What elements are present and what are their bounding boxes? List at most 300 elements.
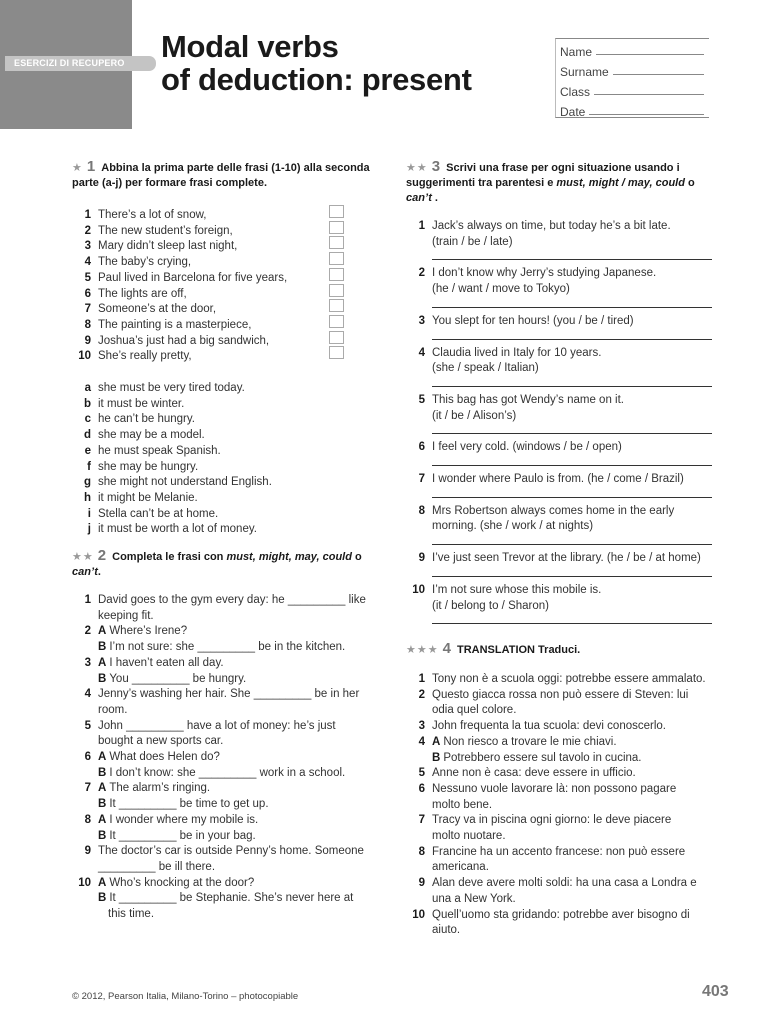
list-item (72, 860, 384, 876)
item-text (98, 813, 384, 829)
list-item (406, 361, 712, 377)
item-text: (it / be / Alison’s) (432, 409, 517, 422)
item-text: morning. (she / work / at nights) (432, 520, 594, 533)
line-text: this time. (108, 908, 155, 921)
answer-line[interactable] (432, 535, 712, 545)
option-text: she may be a model. (98, 429, 205, 442)
item-text (432, 751, 712, 767)
line-text: I don’t know: she _________ work in a school. (109, 766, 346, 779)
item-number: 10 (412, 583, 425, 596)
line-text: Alan deve avere molti soldi: ha una casa a Londra e (432, 877, 697, 890)
speaker-label: A (98, 813, 107, 826)
list-item (72, 609, 384, 625)
option-text: it must be winter. (98, 397, 185, 410)
list-item (406, 672, 712, 688)
list-item (406, 219, 712, 235)
item-number (72, 609, 98, 625)
title-line-2: of deduction: present (161, 62, 472, 97)
exercise-2 (72, 548, 384, 923)
item-text (98, 907, 384, 923)
item-text (432, 813, 712, 829)
item-text (98, 734, 384, 750)
item-number (72, 640, 98, 656)
item-text (98, 829, 384, 845)
list-item (406, 703, 712, 719)
item-number: 4 (84, 688, 91, 701)
item-number: 2 (418, 688, 425, 701)
list-item (72, 703, 384, 719)
item-number (406, 829, 432, 845)
line-text: It _________ be time to get up. (109, 798, 269, 811)
item-number: 6 (418, 782, 425, 795)
item-text (98, 687, 384, 703)
item-number (406, 798, 432, 814)
option-item (72, 381, 384, 397)
list-item (72, 734, 384, 750)
option-letter: b (83, 397, 91, 410)
item-number (406, 923, 432, 939)
answer-box[interactable] (329, 315, 344, 328)
list-item (406, 440, 712, 456)
item-text (432, 923, 712, 939)
line-text: Anne non è casa: deve essere in ufficio. (432, 767, 636, 780)
item-text: Claudia lived in Italy for 10 years. (432, 346, 602, 359)
item-number: 7 (418, 473, 425, 486)
item-text (98, 672, 384, 688)
item-text (98, 766, 384, 782)
line-text: americana. (432, 861, 489, 874)
item-text (98, 640, 384, 656)
item-number: 9 (418, 552, 425, 565)
item-number: 3 (418, 314, 425, 327)
list-item (406, 860, 712, 876)
answer-line[interactable] (432, 424, 712, 434)
item-text: The new student’s foreign, (98, 224, 233, 237)
item-number: 8 (84, 813, 91, 826)
list-item (72, 687, 384, 703)
item-text (432, 703, 712, 719)
line-text: Quell’uomo sta gridando: potrebbe aver bisogno di (432, 908, 690, 921)
item-number (72, 734, 98, 750)
answer-box[interactable] (329, 252, 344, 265)
option-letter: g (83, 476, 91, 489)
item-text (432, 829, 712, 845)
list-item (72, 876, 384, 892)
speaker-label: B (98, 798, 107, 811)
item-number: 10 (78, 876, 91, 889)
option-text: he can’t be hungry. (98, 413, 195, 426)
list-item (72, 624, 384, 640)
item-number (406, 409, 432, 425)
item-text (432, 845, 712, 861)
line-text: molto nuotare. (432, 830, 506, 843)
answer-box[interactable] (329, 331, 344, 344)
item-text (432, 892, 712, 908)
item-text: The baby’s crying, (98, 256, 192, 269)
option-text: it might be Melanie. (98, 491, 198, 504)
item-text (98, 609, 384, 625)
item-text (432, 798, 712, 814)
item-text (98, 797, 384, 813)
answer-line[interactable] (432, 298, 712, 308)
item-text: (train / be / late) (432, 235, 513, 248)
item-text: (she / speak / Italian) (432, 362, 539, 375)
exercise-3-heading: ★★ 3 Scrivi una frase per ogni situazione usando i suggerimenti tra parentesi e must, might / may, could o can’t . (406, 158, 695, 204)
list-item (406, 735, 712, 751)
item-number (406, 860, 432, 876)
item-text: Joshua’s just had a big sandwich, (98, 334, 270, 347)
item-number (406, 892, 432, 908)
list-item (406, 845, 712, 861)
list-item (406, 829, 712, 845)
option-letter: j (87, 523, 91, 536)
line-text: John _________ have a lot of money: he’s just (98, 719, 336, 732)
line-text: It _________ be Stephanie. She’s never here at (109, 892, 354, 905)
item-text (432, 908, 712, 924)
item-text: I wonder where Paulo is from. (he / come / Brazil) (432, 473, 684, 486)
item-number: 9 (84, 334, 91, 347)
list-item (406, 908, 712, 924)
option-item (72, 522, 384, 538)
item-text: Mrs Robertson always comes home in the early (432, 504, 675, 517)
line-text: The doctor’s car is outside Penny’s home. Someone (98, 845, 364, 858)
item-text (98, 891, 384, 907)
item-number (406, 703, 432, 719)
list-item (72, 640, 384, 656)
line-text: bought a new sports car. (98, 735, 224, 748)
item-number (72, 829, 98, 845)
option-text: he must speak Spanish. (98, 444, 221, 457)
line-text: John frequenta la tua scuola: devi conoscerlo. (432, 720, 666, 733)
item-text: I don’t know why Jerry’s studying Japanese. (432, 267, 657, 280)
option-letter: f (87, 460, 91, 473)
item-text: Someone’s at the door, (98, 303, 217, 316)
line-text: David goes to the gym every day: he _________ like (98, 594, 366, 606)
list-item (406, 266, 712, 282)
item-number: 1 (418, 220, 425, 232)
item-number: 5 (84, 271, 91, 284)
exercise-4-heading: ★★★ 4 TRANSLATION Traduci. (406, 640, 581, 657)
item-text (98, 719, 384, 735)
line-text: Where’s Irene? (109, 625, 188, 638)
item-number (406, 282, 432, 298)
page-title (161, 30, 472, 96)
exercise-4 (406, 641, 712, 939)
item-text (98, 656, 384, 672)
item-number: 9 (84, 845, 91, 858)
line-text: aiuto. (432, 924, 461, 937)
list-item (406, 235, 712, 251)
answer-box[interactable] (329, 221, 344, 234)
item-text (98, 593, 384, 609)
exercise-3 (406, 159, 712, 630)
item-text: You slept for ten hours! (you / be / tired) (432, 314, 634, 327)
line-text: Questo giacca rossa non può essere di Steven: lui (432, 688, 689, 701)
list-item (72, 719, 384, 735)
answer-line[interactable] (432, 456, 712, 466)
item-number: 3 (418, 720, 425, 733)
list-item (72, 656, 384, 672)
item-number: 2 (84, 224, 91, 237)
list-item (72, 593, 384, 609)
speaker-label: A (98, 751, 107, 764)
list-item (406, 766, 712, 782)
student-info-box (555, 38, 709, 118)
section-tag: ESERCIZI DI RECUPERO (5, 56, 156, 71)
list-item (406, 504, 712, 520)
speaker-label: B (98, 672, 107, 685)
name-field[interactable]: Name (556, 39, 709, 59)
list-item (72, 829, 384, 845)
item-text: She’s really pretty, (98, 350, 192, 363)
list-item (406, 583, 712, 599)
speaker-label: A (98, 656, 107, 669)
item-number: 3 (84, 240, 91, 253)
item-number: 8 (84, 318, 91, 331)
speaker-label: A (98, 876, 107, 889)
line-text: I wonder where my mobile is. (109, 813, 259, 826)
line-text: Tony non è a scuola oggi: potrebbe essere ammalato. (432, 673, 706, 685)
option-letter: i (87, 507, 91, 520)
copyright: © 2012, Pearson Italia, Milano-Torino – photocopiable (72, 991, 299, 1002)
item-number: 6 (84, 287, 91, 300)
item-text (98, 703, 384, 719)
line-text: Non riesco a trovare le mie chiavi. (443, 735, 617, 748)
item-text (98, 860, 384, 876)
line-text: I’m not sure: she _________ be in the kitchen. (109, 641, 346, 654)
item-text: This bag has got Wendy’s name on it. (432, 393, 624, 406)
option-letter: c (84, 413, 91, 426)
item-number: 7 (418, 814, 425, 827)
class-field[interactable]: Class (556, 79, 709, 99)
item-number: 1 (84, 209, 91, 221)
answer-line[interactable] (432, 377, 712, 387)
item-text (432, 735, 712, 751)
item-number: 8 (418, 504, 425, 517)
option-item (72, 428, 384, 444)
answer-box[interactable] (329, 236, 344, 249)
speaker-label: A (432, 735, 441, 748)
surname-field[interactable]: Surname (556, 59, 709, 79)
line-text: Jenny’s washing her hair. She _________ be in her (98, 688, 360, 701)
item-text (432, 876, 712, 892)
exercise-1-heading: ★ 1 Abbina la prima parte delle frasi (1-10) alla seconda parte (a-j) per formare frasi complete. (72, 158, 370, 189)
line-text: It _________ be in your bag. (109, 829, 256, 842)
item-number (72, 907, 98, 923)
item-number: 10 (412, 908, 425, 921)
item-number: 7 (84, 303, 91, 316)
item-number: 4 (84, 256, 91, 269)
list-item (72, 672, 384, 688)
option-item (72, 412, 384, 428)
exercise-2-list (72, 593, 384, 923)
list-item (406, 472, 712, 488)
answer-line[interactable] (432, 330, 712, 340)
line-text: The alarm’s ringing. (109, 782, 211, 795)
list-item (72, 781, 384, 797)
option-text: it must be worth a lot of money. (98, 523, 257, 536)
item-number: 2 (84, 625, 91, 638)
item-number: 7 (84, 782, 91, 795)
speaker-label: B (98, 641, 107, 654)
item-number (406, 361, 432, 377)
answer-box[interactable] (329, 284, 344, 297)
speaker-label: B (98, 766, 107, 779)
option-text: she must be very tired today. (98, 382, 245, 395)
item-number: 6 (84, 751, 91, 764)
page-number: 403 (702, 983, 729, 1000)
answer-box[interactable] (329, 205, 344, 218)
answer-box[interactable] (329, 299, 344, 312)
item-number: 4 (418, 735, 425, 748)
list-item (406, 923, 712, 939)
answer-line[interactable] (432, 250, 712, 260)
item-text: There’s a lot of snow, (98, 209, 207, 221)
exercise-4-list (406, 672, 712, 939)
list-item (406, 813, 712, 829)
speaker-label: A (98, 625, 107, 638)
list-item (72, 766, 384, 782)
line-text: Potrebbero essere sul tavolo in cucina. (443, 751, 642, 764)
line-text: Tracy va in piscina ogni giorno: le deve piacere (432, 814, 672, 827)
list-item (72, 797, 384, 813)
list-item (406, 393, 712, 409)
answer-box[interactable] (329, 346, 344, 359)
option-text: Stella can’t be at home. (98, 507, 219, 520)
list-item (72, 891, 384, 907)
list-item (406, 719, 712, 735)
item-number (72, 860, 98, 876)
item-text (432, 719, 712, 735)
item-text (432, 766, 712, 782)
item-number: 6 (418, 441, 425, 454)
item-number: 10 (78, 350, 91, 363)
option-text: she may be hungry. (98, 460, 199, 473)
answer-box[interactable] (329, 268, 344, 281)
list-item (406, 798, 712, 814)
item-number (406, 599, 432, 615)
exercise-3-list (406, 219, 712, 624)
line-text: What does Helen do? (109, 751, 220, 764)
list-item (406, 282, 712, 298)
list-item (406, 519, 712, 535)
option-item (72, 507, 384, 523)
item-text (432, 860, 712, 876)
item-text: Mary didn’t sleep last night, (98, 240, 238, 253)
option-item (72, 397, 384, 413)
option-letter: a (84, 382, 91, 395)
list-item (406, 599, 712, 615)
list-item (406, 409, 712, 425)
answer-line[interactable] (432, 614, 712, 624)
list-item (406, 346, 712, 362)
item-text: I’ve just seen Trevor at the library. (he / be / at home) (432, 552, 701, 565)
list-item (72, 813, 384, 829)
item-text (432, 782, 712, 798)
item-number: 5 (418, 767, 425, 780)
speaker-label: B (98, 892, 107, 905)
item-number: 3 (84, 656, 91, 669)
list-item (406, 782, 712, 798)
list-item (72, 907, 384, 923)
list-item (406, 876, 712, 892)
option-item (72, 491, 384, 507)
item-number: 5 (84, 719, 91, 732)
exercise-1-options (72, 381, 384, 538)
list-item (406, 688, 712, 704)
list-item (406, 551, 712, 567)
item-number (72, 766, 98, 782)
title-line-1: Modal verbs (161, 29, 339, 64)
option-letter: d (83, 429, 91, 442)
list-item (406, 892, 712, 908)
item-number: 2 (418, 267, 425, 280)
list-item (406, 314, 712, 330)
item-number: 9 (418, 877, 425, 890)
option-item (72, 475, 384, 491)
item-number (406, 519, 432, 535)
item-number: 5 (418, 393, 425, 406)
speaker-label: B (98, 829, 107, 842)
item-text (98, 844, 384, 860)
line-text: Francine ha un accento francese: non può essere (432, 845, 686, 858)
item-text (98, 750, 384, 766)
item-number: 1 (84, 594, 91, 606)
item-number: 4 (418, 346, 425, 359)
line-text: una a New York. (432, 892, 516, 905)
item-text (98, 781, 384, 797)
item-number (72, 703, 98, 719)
list-item (72, 844, 384, 860)
option-letter: h (83, 491, 91, 504)
line-text: Who’s knocking at the door? (109, 876, 255, 889)
line-text: molto bene. (432, 798, 493, 811)
item-number (406, 235, 432, 251)
line-text: odia quel colore. (432, 704, 517, 717)
date-field[interactable]: Date (556, 99, 709, 119)
item-text (98, 624, 384, 640)
line-text: room. (98, 703, 128, 716)
answer-line[interactable] (432, 567, 712, 577)
item-number (72, 672, 98, 688)
speaker-label: A (98, 782, 107, 795)
line-text: You _________ be hungry. (109, 672, 247, 685)
item-text: The lights are off, (98, 287, 187, 300)
line-text: I haven’t eaten all day. (109, 656, 224, 669)
item-number (72, 891, 98, 907)
list-item (406, 751, 712, 767)
line-text: _________ be ill there. (98, 860, 216, 873)
item-text (98, 876, 384, 892)
item-text: I’m not sure whose this mobile is. (432, 583, 602, 596)
list-item (72, 750, 384, 766)
item-number: 8 (418, 845, 425, 858)
line-text: keeping fit. (98, 609, 154, 622)
option-letter: e (84, 444, 91, 457)
answer-line[interactable] (432, 488, 712, 498)
item-number (72, 797, 98, 813)
line-text: Nessuno vuole lavorare là: non possono pagare (432, 782, 677, 795)
item-text: The painting is a masterpiece, (98, 318, 252, 331)
item-text: (it / belong to / Sharon) (432, 599, 549, 612)
option-text: she might not understand English. (98, 476, 272, 489)
item-text: Paul lived in Barcelona for five years, (98, 271, 288, 284)
item-text: Jack’s always on time, but today he’s a bit late. (432, 220, 671, 232)
item-text: (he / want / move to Tokyo) (432, 283, 570, 296)
item-text (432, 672, 712, 688)
option-item (72, 460, 384, 476)
speaker-label: B (432, 751, 441, 764)
